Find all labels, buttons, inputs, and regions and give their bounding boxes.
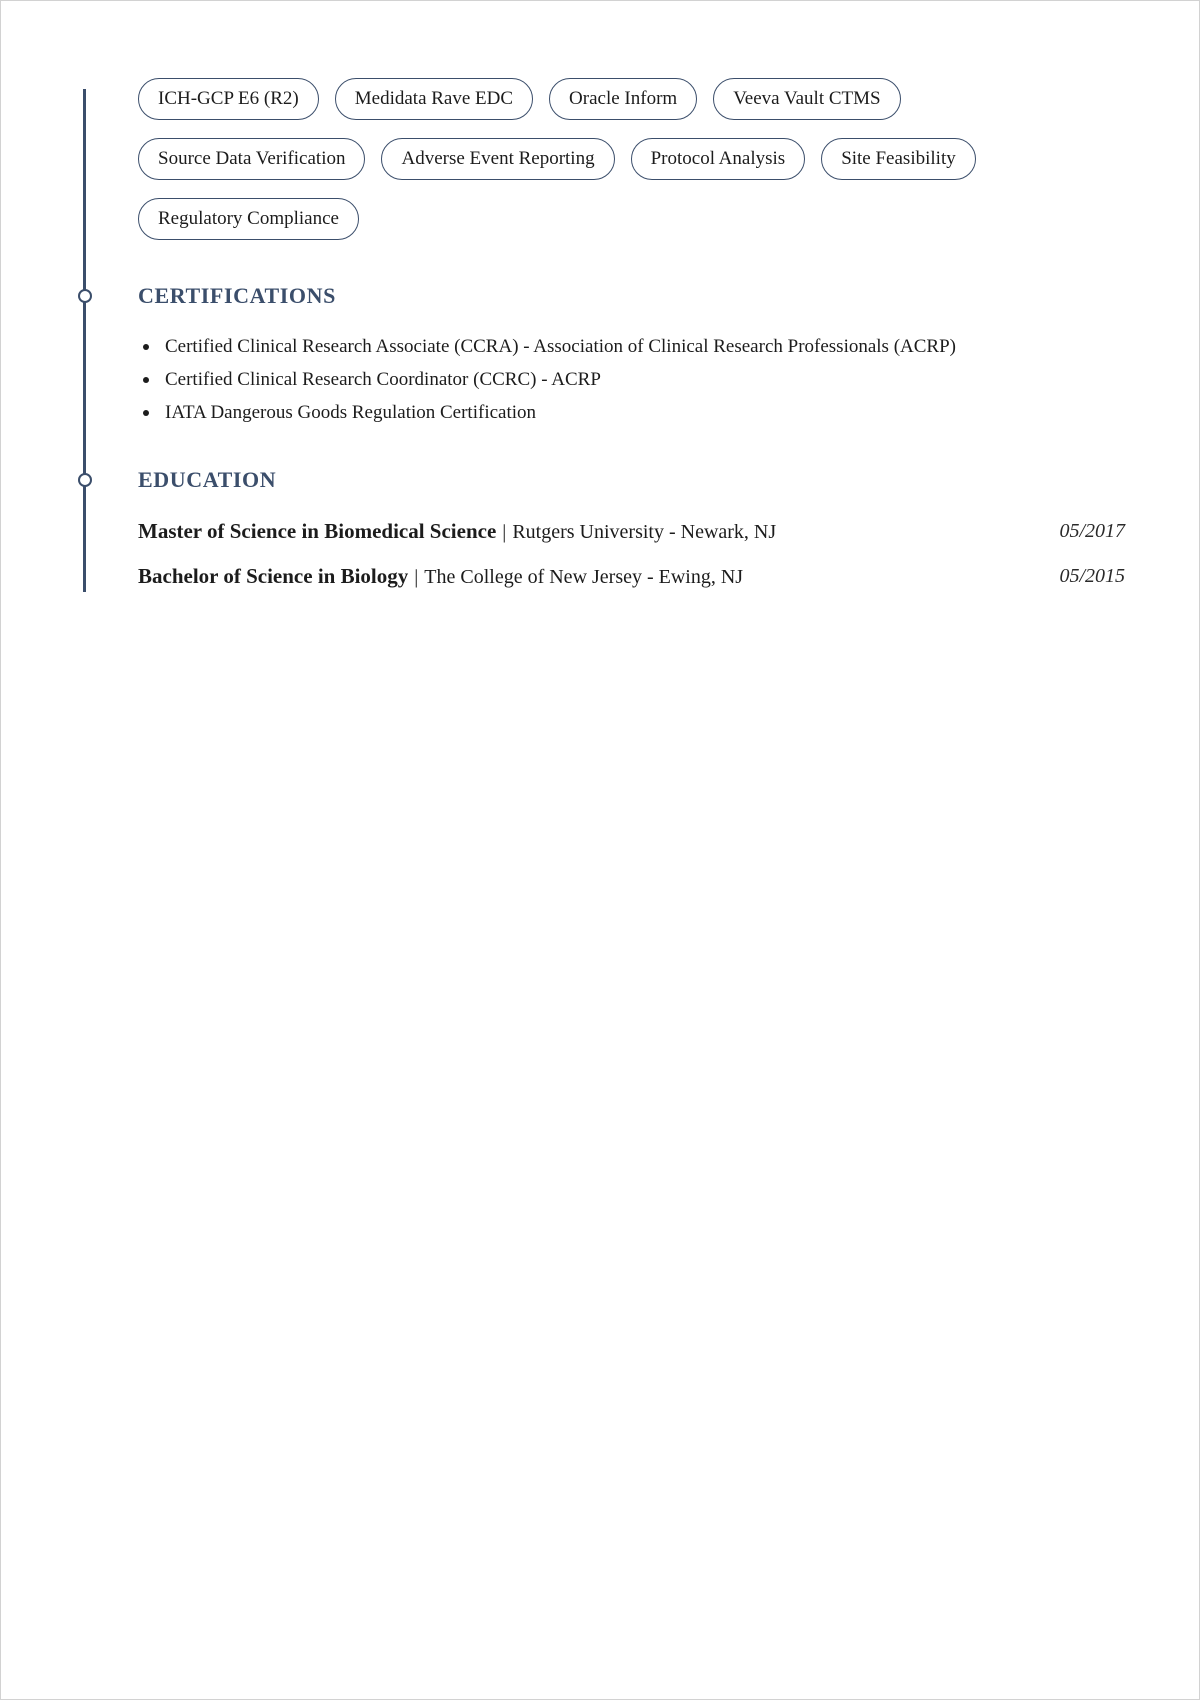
skill-tag: Veeva Vault CTMS bbox=[713, 78, 900, 120]
skill-tag: Protocol Analysis bbox=[631, 138, 806, 180]
education-entry bbox=[138, 516, 1125, 546]
graduation-date: 05/2015 bbox=[1059, 565, 1125, 587]
skill-tag: Regulatory Compliance bbox=[138, 198, 359, 240]
timeline-node-certifications bbox=[78, 289, 92, 303]
list-item bbox=[138, 330, 956, 363]
education-heading: EDUCATION bbox=[138, 467, 277, 492]
separator: | bbox=[502, 521, 507, 543]
bullet-icon bbox=[143, 377, 149, 383]
skill-tag: ICH-GCP E6 (R2) bbox=[138, 78, 319, 120]
degree-name: Master of Science in Biomedical Science bbox=[138, 519, 497, 543]
certifications-list bbox=[138, 330, 956, 429]
list-item bbox=[138, 363, 956, 396]
degree-name: Bachelor of Science in Biology bbox=[138, 564, 409, 588]
skill-tag: Oracle Inform bbox=[549, 78, 697, 120]
school-name: The College of New Jersey - Ewing, NJ bbox=[424, 566, 744, 588]
skills-row bbox=[138, 198, 1125, 240]
certification-text: IATA Dangerous Goods Regulation Certification bbox=[165, 402, 537, 423]
skills-row bbox=[138, 138, 1125, 180]
skill-tag: Site Feasibility bbox=[821, 138, 976, 180]
timeline-line bbox=[83, 89, 86, 592]
bullet-icon bbox=[143, 410, 149, 416]
timeline-node-education bbox=[78, 473, 92, 487]
list-item bbox=[138, 396, 956, 429]
skills-section bbox=[138, 78, 1125, 258]
separator: | bbox=[414, 566, 419, 588]
education-entry bbox=[138, 561, 1125, 591]
school-name: Rutgers University - Newark, NJ bbox=[512, 521, 777, 543]
skill-tag: Medidata Rave EDC bbox=[335, 78, 533, 120]
certification-text: Certified Clinical Research Coordinator (CCRC) - ACRP bbox=[165, 369, 601, 390]
bullet-icon bbox=[143, 344, 149, 350]
certifications-heading: CERTIFICATIONS bbox=[138, 283, 336, 308]
graduation-date: 05/2017 bbox=[1059, 520, 1125, 542]
skills-row bbox=[138, 78, 1125, 120]
skill-tag: Adverse Event Reporting bbox=[381, 138, 614, 180]
skill-tag: Source Data Verification bbox=[138, 138, 365, 180]
certification-text: Certified Clinical Research Associate (CCRA) - Association of Clinical Research Professionals (ACRP) bbox=[165, 336, 956, 357]
